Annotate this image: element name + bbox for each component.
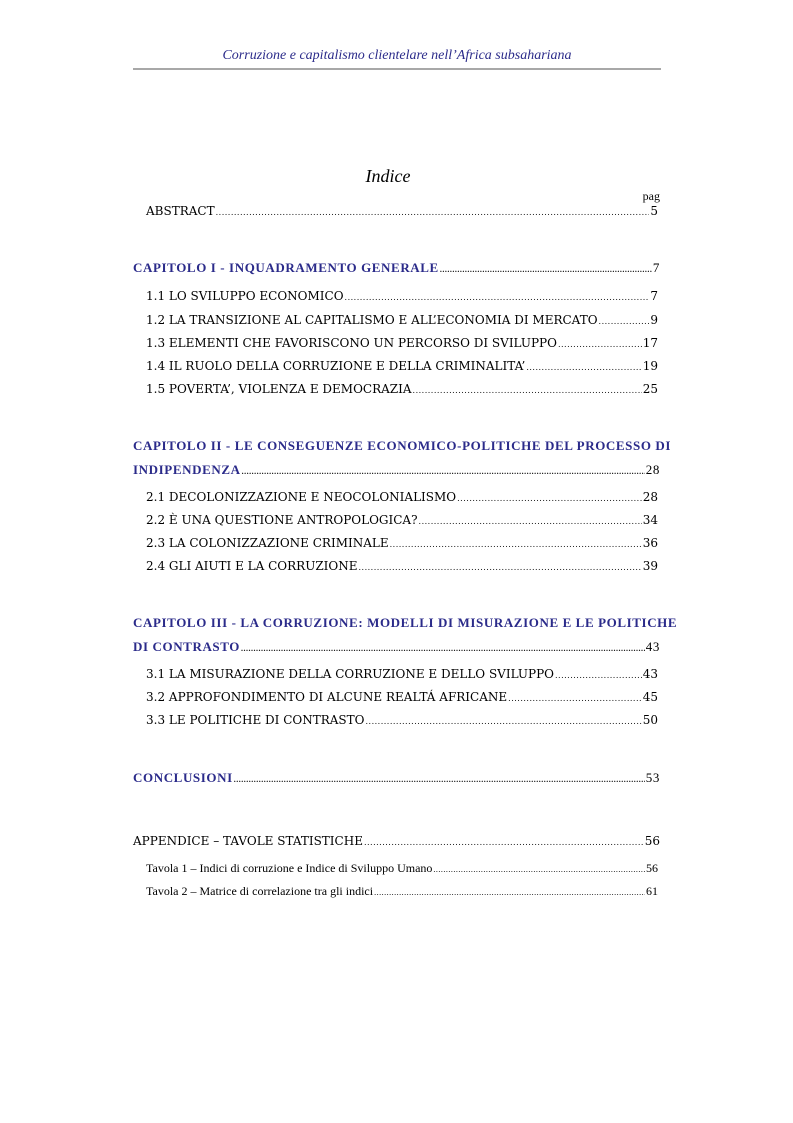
toc-entry-label: Tavola 1 – Indici di corruzione e Indice di Sviluppo Umano <box>146 861 433 875</box>
toc-entry-label: Tavola 2 – Matrice di correlazione tra gli indici <box>146 884 374 898</box>
toc-entry-label: 2.3 LA COLONIZZAZIONE CRIMINALE <box>146 536 389 550</box>
toc-entry-page: 50 <box>642 713 658 727</box>
leader-dots <box>413 383 642 399</box>
running-header: Corruzione e capitalismo clientelare nell’Africa subsahariana <box>222 48 572 63</box>
toc-section-1-1[interactable] <box>146 288 658 306</box>
toc-entry-label: 3.2 APPROFONDIMENTO DI ALCUNE REALTÁ AFRICANE <box>146 690 508 704</box>
leader-dots <box>216 205 650 221</box>
toc-conclusions[interactable] <box>133 770 660 788</box>
toc-section-1-2[interactable] <box>146 312 658 330</box>
toc-entry-page: 61 <box>646 884 658 898</box>
toc-section-2-2[interactable] <box>146 512 658 530</box>
leader-dots <box>457 491 642 507</box>
toc-chapter-label: INDIPENDENZA <box>133 462 241 477</box>
toc-chapter-label: CAPITOLO I - INQUADRAMENTO GENERALE <box>133 260 439 275</box>
toc-chapter-page: 28 <box>645 462 660 477</box>
toc-chapter-label: CONCLUSIONI <box>133 770 233 785</box>
pag-label: pag <box>642 189 660 203</box>
toc-entry-label: 2.1 DECOLONIZZAZIONE E NEOCOLONIALISMO <box>146 490 457 504</box>
leader-dots <box>364 835 644 851</box>
toc-title: Indice <box>365 166 411 186</box>
toc-entry-page: 43 <box>642 667 658 681</box>
leader-dots <box>366 714 642 730</box>
toc-entry-label: 1.4 IL RUOLO DELLA CORRUZIONE E DELLA CRIMINALITA’ <box>146 359 526 373</box>
toc-chapter-2-line1[interactable]: CAPITOLO II - LE CONSEGUENZE ECONOMICO-POLITICHE DEL PROCESSO DI <box>133 438 672 453</box>
toc-table-2[interactable] <box>146 883 658 901</box>
toc-chapter-page: 53 <box>645 770 660 785</box>
toc-entry-page: 9 <box>650 313 658 327</box>
toc-entry-page: 19 <box>642 359 658 373</box>
toc-entry-label: 1.3 ELEMENTI CHE FAVORISCONO UN PERCORSO DI SVILUPPO <box>146 336 557 350</box>
leader-dots <box>440 262 652 278</box>
toc-chapter-page: 43 <box>645 639 660 654</box>
toc-section-2-3[interactable] <box>146 535 658 553</box>
toc-table-1[interactable] <box>146 860 658 878</box>
leader-dots <box>241 641 645 657</box>
leader-dots <box>374 885 645 901</box>
toc-chapter-2[interactable] <box>133 462 660 480</box>
toc-entry-page: 25 <box>642 382 658 396</box>
toc-entry-label: 1.1 LO SVILUPPO ECONOMICO <box>146 289 344 303</box>
leader-dots <box>345 290 650 306</box>
leader-dots <box>234 772 645 788</box>
toc-chapter-3[interactable] <box>133 639 660 657</box>
leader-dots <box>359 560 642 576</box>
toc-entry-label: 3.1 LA MISURAZIONE DELLA CORRUZIONE E DELLO SVILUPPO <box>146 667 554 681</box>
toc-entry-label: ABSTRACT <box>146 204 215 218</box>
toc-section-3-3[interactable] <box>146 712 658 730</box>
leader-dots <box>508 691 642 707</box>
toc-entry-page: 56 <box>644 834 660 848</box>
leader-dots <box>242 464 645 480</box>
toc-entry-label: 2.4 GLI AIUTI E LA CORRUZIONE <box>146 559 358 573</box>
toc-section-1-4[interactable] <box>146 358 658 376</box>
toc-section-1-5[interactable] <box>146 381 658 399</box>
header-rule <box>133 68 661 70</box>
toc-entry-page: 56 <box>646 861 658 875</box>
toc-entry-label: 2.2 È UNA QUESTIONE ANTROPOLOGICA? <box>146 513 418 527</box>
toc-entry-page: 17 <box>642 336 658 350</box>
toc-section-3-1[interactable] <box>146 666 658 684</box>
toc-section-3-2[interactable] <box>146 689 658 707</box>
leader-dots <box>433 862 645 878</box>
toc-entry-page: 39 <box>642 559 658 573</box>
toc-entry-page: 45 <box>642 690 658 704</box>
leader-dots <box>419 514 642 530</box>
toc-chapter-label: DI CONTRASTO <box>133 639 241 654</box>
toc-entry-page: 28 <box>642 490 658 504</box>
toc-entry-page: 5 <box>650 204 658 218</box>
toc-chapter-page: 7 <box>652 260 660 275</box>
leader-dots <box>526 360 641 376</box>
toc-entry-abstract[interactable] <box>146 203 658 221</box>
toc-entry-label: 3.3 LE POLITICHE DI CONTRASTO <box>146 713 365 727</box>
toc-section-1-3[interactable] <box>146 335 658 353</box>
leader-dots <box>555 668 642 684</box>
toc-entry-page: 7 <box>650 289 658 303</box>
toc-entry-page: 34 <box>642 513 658 527</box>
toc-chapter-3-line1[interactable]: CAPITOLO III - LA CORRUZIONE: MODELLI DI MISURAZIONE E LE POLITICHE <box>133 615 678 630</box>
toc-chapter-1[interactable] <box>133 260 660 278</box>
toc-entry-label: 1.2 LA TRANSIZIONE AL CAPITALISMO E ALL’ECONOMIA DI MERCATO <box>146 313 598 327</box>
toc-section-2-1[interactable] <box>146 489 658 507</box>
toc-entry-label: 1.5 POVERTA’, VIOLENZA E DEMOCRAZIA <box>146 382 412 396</box>
toc-entry-label: APPENDICE – TAVOLE STATISTICHE <box>133 834 363 848</box>
toc-appendix[interactable] <box>133 833 660 851</box>
leader-dots <box>599 314 650 330</box>
toc-entry-page: 36 <box>642 536 658 550</box>
leader-dots <box>558 337 642 353</box>
toc-section-2-4[interactable] <box>146 558 658 576</box>
leader-dots <box>390 537 642 553</box>
